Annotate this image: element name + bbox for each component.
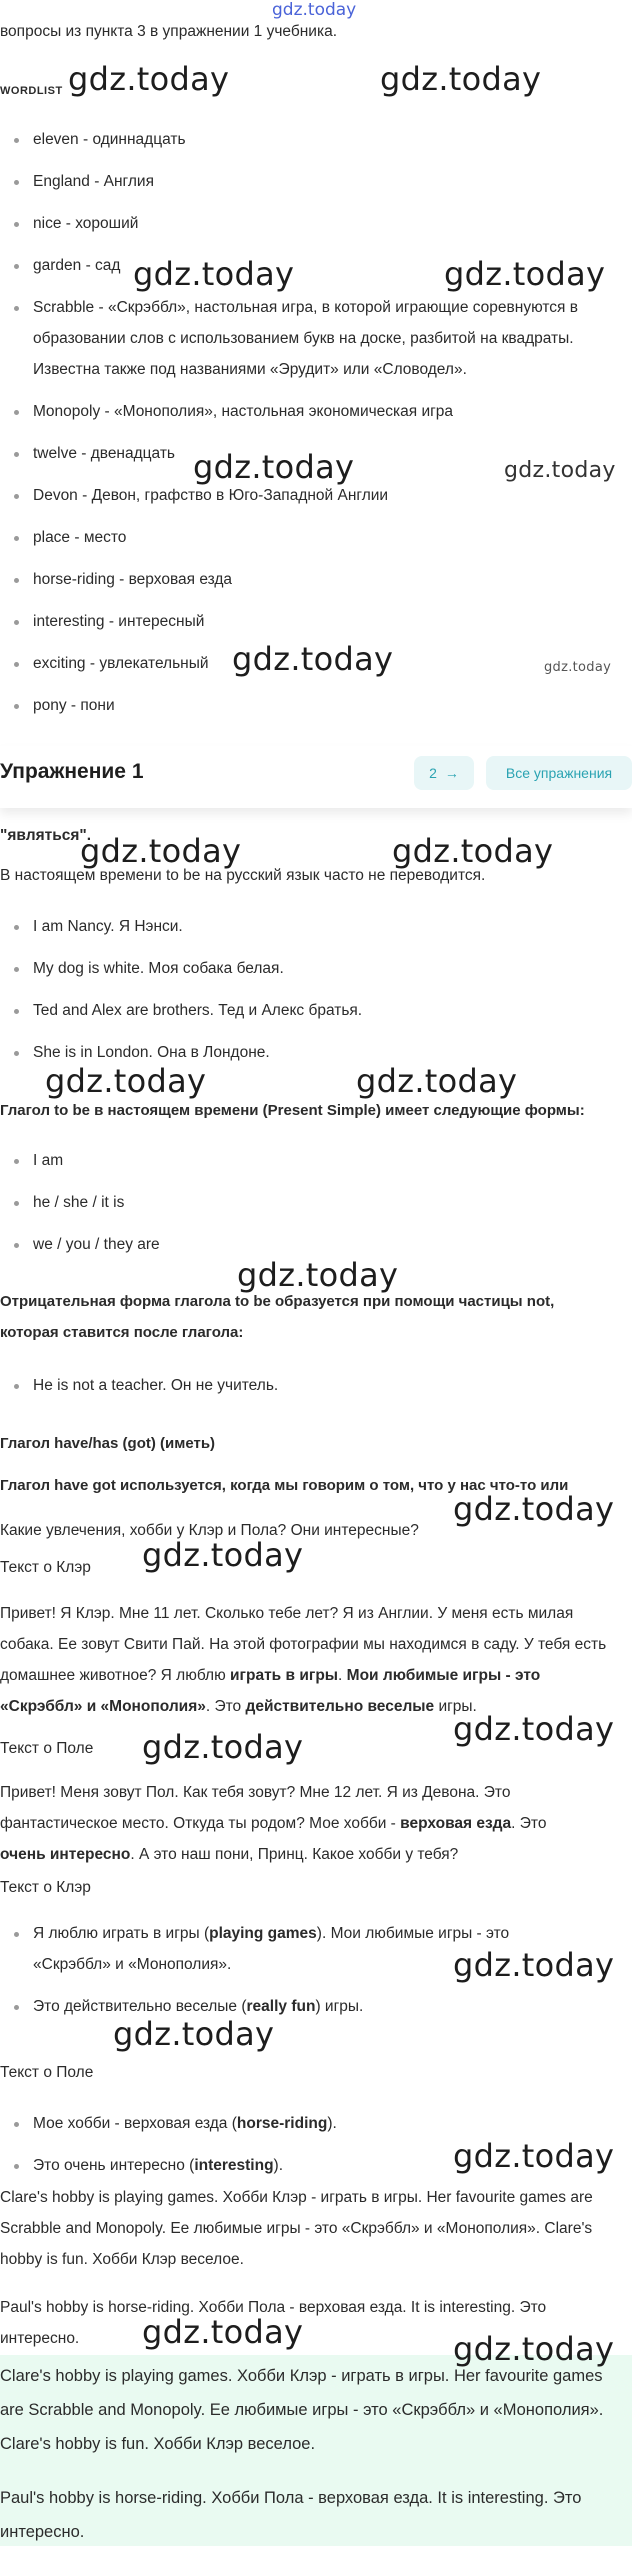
arrow-right-icon: → xyxy=(444,765,459,781)
clare-text: Привет! Я Клэр. Мне 11 лет. Сколько тебе лет? Я из Англии. У меня есть милая собака. Ее зовут Свити Пай. На этой фотографии мы находимся в саду. У тебя есть домашнее животное? Я люблю играть в игры. Мои любимые игры - это «Скрэббл» и «Монополия». Это действительно веселые игры. xyxy=(0,1605,607,1715)
forms-list xyxy=(0,1145,625,1260)
list-item: Scrabble - «Скрэббл», настольная игра, в которой играющие соревнуются в образовании слов с использованием букв на доске, разбитой на квадраты. Известна также под названиями «Эрудит» или «Словодел». xyxy=(0,292,623,385)
question-text: Какие увлечения, хобби у Клэр и Пола? Они интересные? xyxy=(0,1522,419,1539)
watermark: gdz.today xyxy=(142,1728,304,1766)
list-item: Это действительно веселые (really fun) игры. xyxy=(0,1991,560,2022)
list-item: I am Nancy. Я Нэнси. xyxy=(0,911,625,942)
answer-box xyxy=(0,2355,632,2546)
watermark: gdz.today xyxy=(232,640,394,678)
list-item: eleven - одиннадцать xyxy=(0,124,625,155)
cut-word: "являться". xyxy=(0,827,92,844)
grammar-heading: Глагол have got используется, когда мы говорим о том, что у нас что-то или xyxy=(0,1477,569,1494)
paul-label: Текст о Поле xyxy=(0,2064,94,2081)
list-item: we / you / they are xyxy=(0,1229,625,1260)
list-item: garden - сад xyxy=(0,250,625,281)
watermark: gdz.today xyxy=(142,1536,304,1574)
page-number: 2 xyxy=(429,765,437,781)
watermark: gdz.today xyxy=(544,660,612,675)
wordlist-label: WORDLIST xyxy=(0,85,63,97)
answer-paragraph: Clare's hobby is playing games. Хобби Клэр - играть в игры. Her favourite games are Scrabble and Monopoly. Ее любимые игры - это «Скрэббл» и «Монополия». Clare's hobby is fun. Хобби Клэр веселое. xyxy=(0,2367,604,2453)
watermark: gdz.today xyxy=(80,832,242,870)
list-item: pony - пони xyxy=(0,690,625,721)
exercise-title: Упражнение 1 xyxy=(0,760,144,783)
list-item: he / she / it is xyxy=(0,1187,625,1218)
list-item: Devon - Девон, графство в Юго-Западной Англии xyxy=(0,480,625,511)
watermark: gdz.today xyxy=(392,832,554,870)
list-item: place - место xyxy=(0,522,625,553)
list-item: She is in London. Она в Лондоне. xyxy=(0,1037,625,1068)
watermark: gdz.today xyxy=(113,2015,275,2053)
list-item: exciting - увлекательный xyxy=(0,648,625,679)
partial-line: вопросы из пункта 3 в упражнении 1 учебника. xyxy=(0,23,338,40)
answer-paragraph: Paul's hobby is horse-riding. Хобби Пола - верховая езда. It is interesting. Это интересно. xyxy=(0,2489,582,2541)
examples-list xyxy=(0,911,625,1068)
all-exercises-button[interactable]: Все упражнения xyxy=(486,756,632,790)
negative-example xyxy=(0,1370,625,1401)
watermark: gdz.today xyxy=(444,255,606,293)
list-item: Ted and Alex are brothers. Тед и Алекс братья. xyxy=(0,995,625,1026)
list-item: I am xyxy=(0,1145,625,1176)
list-item: England - Англия xyxy=(0,166,625,197)
watermark: gdz.today xyxy=(68,60,230,98)
exercise-nav-bar xyxy=(0,746,632,808)
list-item: horse-riding - верховая езда xyxy=(0,564,625,595)
grammar-heading: Глагол have/has (got) (иметь) xyxy=(0,1435,216,1452)
list-item: Я люблю играть в игры (playing games). Мои любимые игры - это «Скрэббл» и «Монополия». xyxy=(0,1918,560,1980)
list-item: Мое хобби - верховая езда (horse-riding). xyxy=(0,2108,625,2139)
watermark: gdz.today xyxy=(380,60,542,98)
watermark: gdz.today xyxy=(453,1710,615,1748)
list-item: twelve - двенадцать xyxy=(0,438,625,469)
list-item: He is not a teacher. Он не учитель. xyxy=(0,1370,625,1401)
list-item: Monopoly - «Монополия», настольная экономическая игра xyxy=(0,396,625,427)
grammar-paragraph: В настоящем времени to be на русский язык часто не переводится. xyxy=(0,867,486,884)
watermark: gdz.today xyxy=(504,458,616,483)
summary-paragraph: Clare's hobby is playing games. Хобби Клэр - играть в игры. Her favourite games are Scrabble and Monopoly. Ее любимые игры - это «Скрэббл» и «Монополия». Clare's hobby is fun. Хобби Клэр веселое. xyxy=(0,2189,593,2268)
clare-label: Текст о Клэр xyxy=(0,1559,91,1576)
watermark: gdz.today xyxy=(45,1062,207,1100)
watermark: gdz.today xyxy=(453,2137,615,2175)
watermark: gdz.today xyxy=(142,2313,304,2351)
watermark: gdz.today xyxy=(356,1062,518,1100)
list-item: My dog is white. Моя собака белая. xyxy=(0,953,625,984)
watermark: gdz.today xyxy=(133,255,295,293)
watermark: gdz.today xyxy=(453,1490,615,1528)
grammar-heading: Глагол to be в настоящем времени (Present Simple) имеет следующие формы: xyxy=(0,1102,585,1119)
paul-text: Привет! Меня зовут Пол. Как тебя зовут? Мне 12 лет. Я из Девона. Это фантастическое место. Откуда ты родом? Мое хобби - верховая езда. Это очень интересно. А это наш пони, Принц. Какое хобби у тебя? xyxy=(0,1784,547,1863)
watermark: gdz.today xyxy=(453,1946,615,1984)
watermark: gdz.today xyxy=(453,2330,615,2368)
site-logo[interactable]: gdz.today xyxy=(272,0,357,20)
grammar-heading: Отрицательная форма глагола to be образуется при помощи частицы not, которая ставится после глагола: xyxy=(0,1293,555,1341)
watermark: gdz.today xyxy=(193,448,355,486)
wordlist xyxy=(0,124,625,721)
clare-label: Текст о Клэр xyxy=(0,1879,91,1896)
list-item: interesting - интересный xyxy=(0,606,625,637)
paul-label: Текст о Поле xyxy=(0,1740,94,1757)
list-item: nice - хороший xyxy=(0,208,625,239)
summary-paragraph: Paul's hobby is horse-riding. Хобби Пола - верховая езда. It is interesting. Это интересно. xyxy=(0,2299,547,2347)
list-item: Это очень интересно (interesting). xyxy=(0,2150,625,2181)
next-page-button[interactable] xyxy=(414,756,474,790)
watermark: gdz.today xyxy=(237,1256,399,1294)
